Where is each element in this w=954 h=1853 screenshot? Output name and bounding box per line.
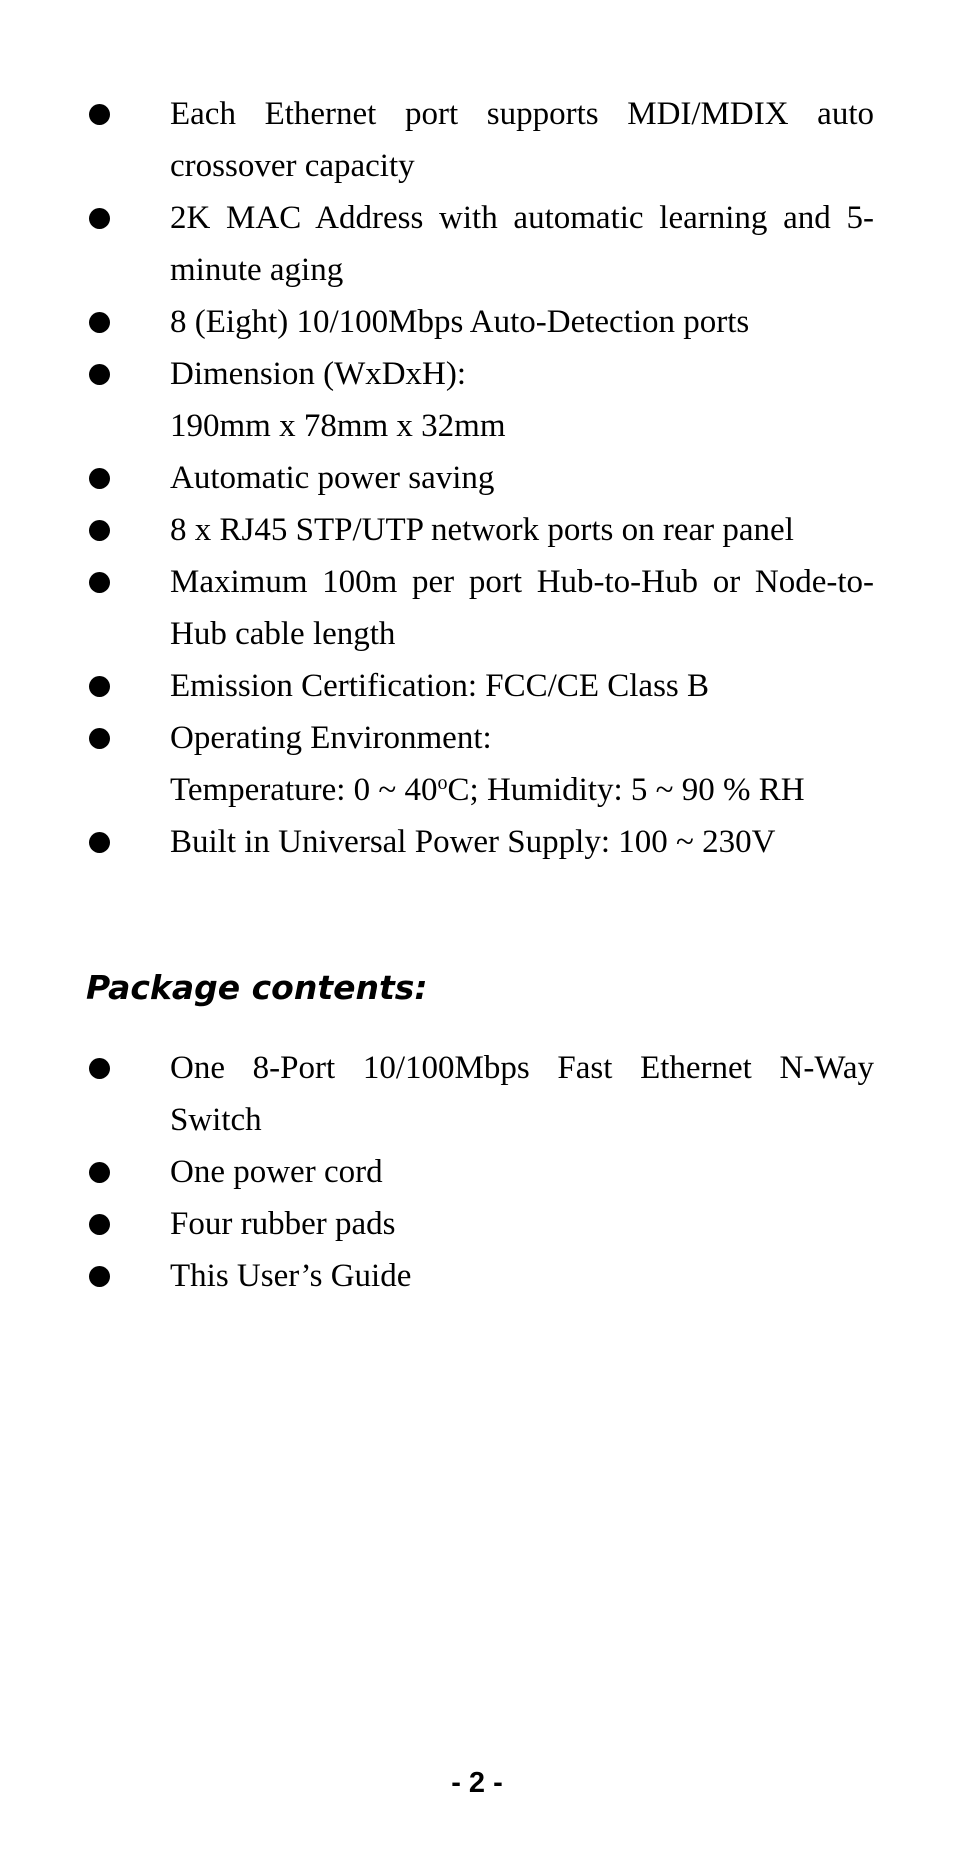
list-item xyxy=(86,1042,874,1146)
list-item xyxy=(86,1198,874,1250)
list-item-text: Dimension (WxDxH): xyxy=(170,356,467,392)
degree-symbol: o xyxy=(437,772,448,794)
list-item-text: One 8-Port 10/100Mbps Fast Ethernet N-Way Switch xyxy=(170,1050,874,1138)
list-item-text-continued: 190mm x 78mm x 32mm xyxy=(170,408,506,444)
bullet-icon xyxy=(89,364,110,385)
section-heading: Package contents: xyxy=(86,968,428,1007)
list-item-text-continued xyxy=(170,764,874,816)
list-item xyxy=(86,88,874,192)
list-item-text: 2K MAC Address with automatic learning and 5-minute aging xyxy=(170,200,874,288)
list-item xyxy=(86,348,874,452)
bullet-icon xyxy=(89,312,110,333)
list-item-text: Built in Universal Power Supply: 100 ~ 230V xyxy=(170,824,776,860)
bullet-icon xyxy=(89,468,110,489)
list-item xyxy=(86,660,874,712)
list-item-text: Each Ethernet port supports MDI/MDIX auto crossover capacity xyxy=(170,96,874,184)
list-item-text: 8 x RJ45 STP/UTP network ports on rear panel xyxy=(170,512,794,548)
list-item xyxy=(86,452,874,504)
humidity-text: C; Humidity: 5 ~ 90 % RH xyxy=(447,772,805,808)
temperature-text: Temperature: 0 ~ 40 xyxy=(170,772,438,808)
list-item xyxy=(86,192,874,296)
list-item xyxy=(86,816,874,868)
bullet-icon xyxy=(89,520,110,541)
bullet-icon xyxy=(89,728,110,749)
list-item-text: Four rubber pads xyxy=(170,1206,396,1242)
list-item xyxy=(86,1250,874,1302)
page-number: - 2 - xyxy=(451,1767,503,1799)
list-item xyxy=(86,296,874,348)
list-item-text: One power cord xyxy=(170,1154,383,1190)
bullet-icon xyxy=(89,208,110,229)
list-item-text: Operating Environment: xyxy=(170,720,492,756)
list-item-text: Maximum 100m per port Hub-to-Hub or Node-to-Hub cable length xyxy=(170,564,874,652)
list-item xyxy=(86,556,874,660)
list-item-text: Emission Certification: FCC/CE Class B xyxy=(170,668,710,704)
list-item xyxy=(86,1146,874,1198)
bullet-icon xyxy=(89,676,110,697)
list-item-text: This User’s Guide xyxy=(170,1258,412,1294)
package-contents-list xyxy=(86,1042,874,1302)
list-item xyxy=(86,504,874,556)
list-item xyxy=(86,712,874,816)
bullet-icon xyxy=(89,1058,110,1079)
bullet-icon xyxy=(89,1162,110,1183)
bullet-icon xyxy=(89,104,110,125)
list-item-text: Automatic power saving xyxy=(170,460,495,496)
bullet-icon xyxy=(89,572,110,593)
bullet-icon xyxy=(89,832,110,853)
feature-list xyxy=(86,88,874,868)
list-item-text: 8 (Eight) 10/100Mbps Auto-Detection ports xyxy=(170,304,750,340)
bullet-icon xyxy=(89,1266,110,1287)
bullet-icon xyxy=(89,1214,110,1235)
